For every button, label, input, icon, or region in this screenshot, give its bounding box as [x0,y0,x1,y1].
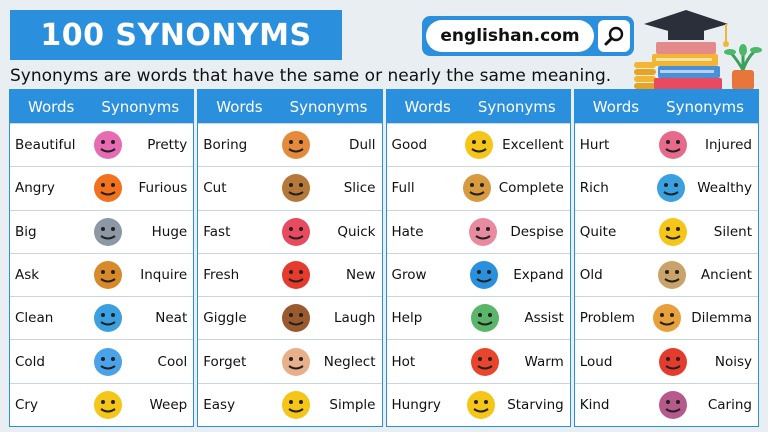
growth-chart-icon [464,257,504,293]
table-row [10,339,193,382]
word-cell: Fast [203,223,231,240]
page-title [10,10,342,60]
table-row [10,383,193,426]
confused-man-icon [276,344,316,380]
ancient-scroll-icon [652,257,692,293]
column-header [10,90,193,123]
thumbs-up-face-icon [459,127,499,163]
header-synonyms: Synonyms [101,97,180,116]
synonym-cell: Dilemma [691,310,752,327]
table-row [575,166,758,209]
site-url[interactable]: englishan.com [426,20,594,52]
synonym-cell: Noisy [714,353,752,370]
word-cell: Cold [15,353,46,370]
synonym-cell: Weep [149,396,188,413]
search-icon[interactable] [598,20,630,52]
table-row [575,123,758,166]
word-cell: Grow [391,266,427,283]
synonym-cell: Despise [510,223,564,240]
header-words: Words [216,97,263,116]
hot-thermometer-icon [465,344,505,380]
table-row [10,210,193,253]
table-row [387,296,570,339]
synonym-cell: Simple [329,396,376,413]
subtitle: Synonyms are words that have the same or nearly the same meaning. [10,66,612,86]
word-cell: Hungry [391,396,441,413]
synonym-cell: Ancient [700,266,752,283]
synonym-cell: Quick [337,223,376,240]
table-row [198,339,381,382]
word-cell: Beautiful [15,137,76,154]
word-cell: Full [391,180,415,197]
synonym-cell: New [346,266,376,283]
synonym-cell: Assist [524,310,564,327]
caring-family-icon [653,387,693,423]
synonym-cell: Neglect [323,353,376,370]
synonym-cell: Slice [343,180,376,197]
table-row [387,166,570,209]
header-words: Words [404,97,451,116]
table-row [387,339,570,382]
word-cell: Rich [579,180,609,197]
header-words: Words [592,97,640,116]
word-cell: Kind [579,396,610,413]
word-cell: Giggle [203,310,247,327]
site-search-bar[interactable] [422,16,634,56]
page-title-text: 100 SYNONYMS [40,17,312,53]
word-cell: Old [579,266,603,283]
table-row [198,210,381,253]
megaphone-icon [653,344,693,380]
smiley-thumb-icon [276,387,316,423]
word-cell: Hot [391,353,416,370]
word-cell: Clean [15,310,54,327]
table-row [575,339,758,382]
word-cell: Loud [579,353,613,370]
word-cell: Easy [203,396,236,413]
column-header [575,90,758,123]
word-cell: Hurt [579,137,610,154]
elephant-icon [88,214,128,250]
money-man-icon [651,170,691,206]
column-header [387,90,570,123]
table-row [575,383,758,426]
synonym-cell: Expand [513,266,564,283]
crying-face-icon [88,387,128,423]
table-row [10,296,193,339]
synonym-cell: Dull [349,137,376,154]
butterfly-icon [88,127,128,163]
table-row [198,383,381,426]
table-row [387,210,570,253]
table-row [10,123,193,166]
angry-face-icon [88,170,128,206]
header-synonyms: Synonyms [666,97,744,116]
word-cell: Hate [391,223,424,240]
synonym-cell: Caring [707,396,752,413]
synonym-cell: Neat [155,310,188,327]
word-cell: Boring [203,137,248,154]
synonym-cell: Laugh [334,310,376,327]
injured-girl-icon [653,127,693,163]
shush-face-icon [653,214,693,250]
table-row [387,383,570,426]
magnifier-question-icon [88,257,128,293]
synonym-cell: Warm [524,353,564,370]
word-cell: Quite [579,223,617,240]
word-cell: Forget [203,353,247,370]
synonym-cell: Furious [138,180,188,197]
word-cell: Fresh [203,266,240,283]
table-row [575,253,758,296]
synonym-cell: Inquire [140,266,188,283]
table-row [10,253,193,296]
header-synonyms: Synonyms [477,97,556,116]
monkey-icon [276,300,316,336]
word-cell: Angry [15,180,55,197]
table-row [198,253,381,296]
synonyms-table [9,89,759,427]
vegetables-icon [276,257,316,293]
word-cell: Problem [579,310,635,327]
scooter-icon [276,214,316,250]
word-cell: Good [391,137,428,154]
word-cell: Cut [203,180,227,197]
synonym-cell: Excellent [502,137,564,154]
table-row [575,296,758,339]
table-row [198,123,381,166]
bored-boy-icon [276,127,316,163]
word-cell: Big [15,223,37,240]
synonym-cell: Cool [157,353,188,370]
synonym-cell: Silent [713,223,752,240]
helping-kids-icon [465,300,505,336]
synonym-cell: Wealthy [697,180,752,197]
synonym-cell: Pretty [147,137,188,154]
synonym-cell: Complete [498,180,564,197]
hungry-face-icon [461,387,501,423]
synonym-cell: Starving [507,396,564,413]
cutting-board-icon [276,170,316,206]
books-graduation-cap-icon [632,4,762,92]
table-row [387,123,570,166]
table-row [198,296,381,339]
synonym-cell: Huge [151,223,188,240]
table-row [575,210,758,253]
table-column [9,89,194,427]
column-header [198,90,381,123]
table-row [198,166,381,209]
table-row [387,253,570,296]
disgusted-girl-icon [463,214,503,250]
header-words: Words [28,97,75,116]
table-row [10,166,193,209]
cleaning-supplies-icon [88,300,128,336]
table-column [574,89,759,427]
word-cell: Ask [15,266,40,283]
table-column [197,89,382,427]
full-box-icon [457,170,497,206]
header-synonyms: Synonyms [289,97,368,116]
synonym-cell: Injured [705,137,752,154]
word-cell: Cry [15,396,38,413]
word-cell: Help [391,310,423,327]
puzzled-woman-icon [647,300,687,336]
table-column [386,89,571,427]
cold-thermometer-icon [88,344,128,380]
